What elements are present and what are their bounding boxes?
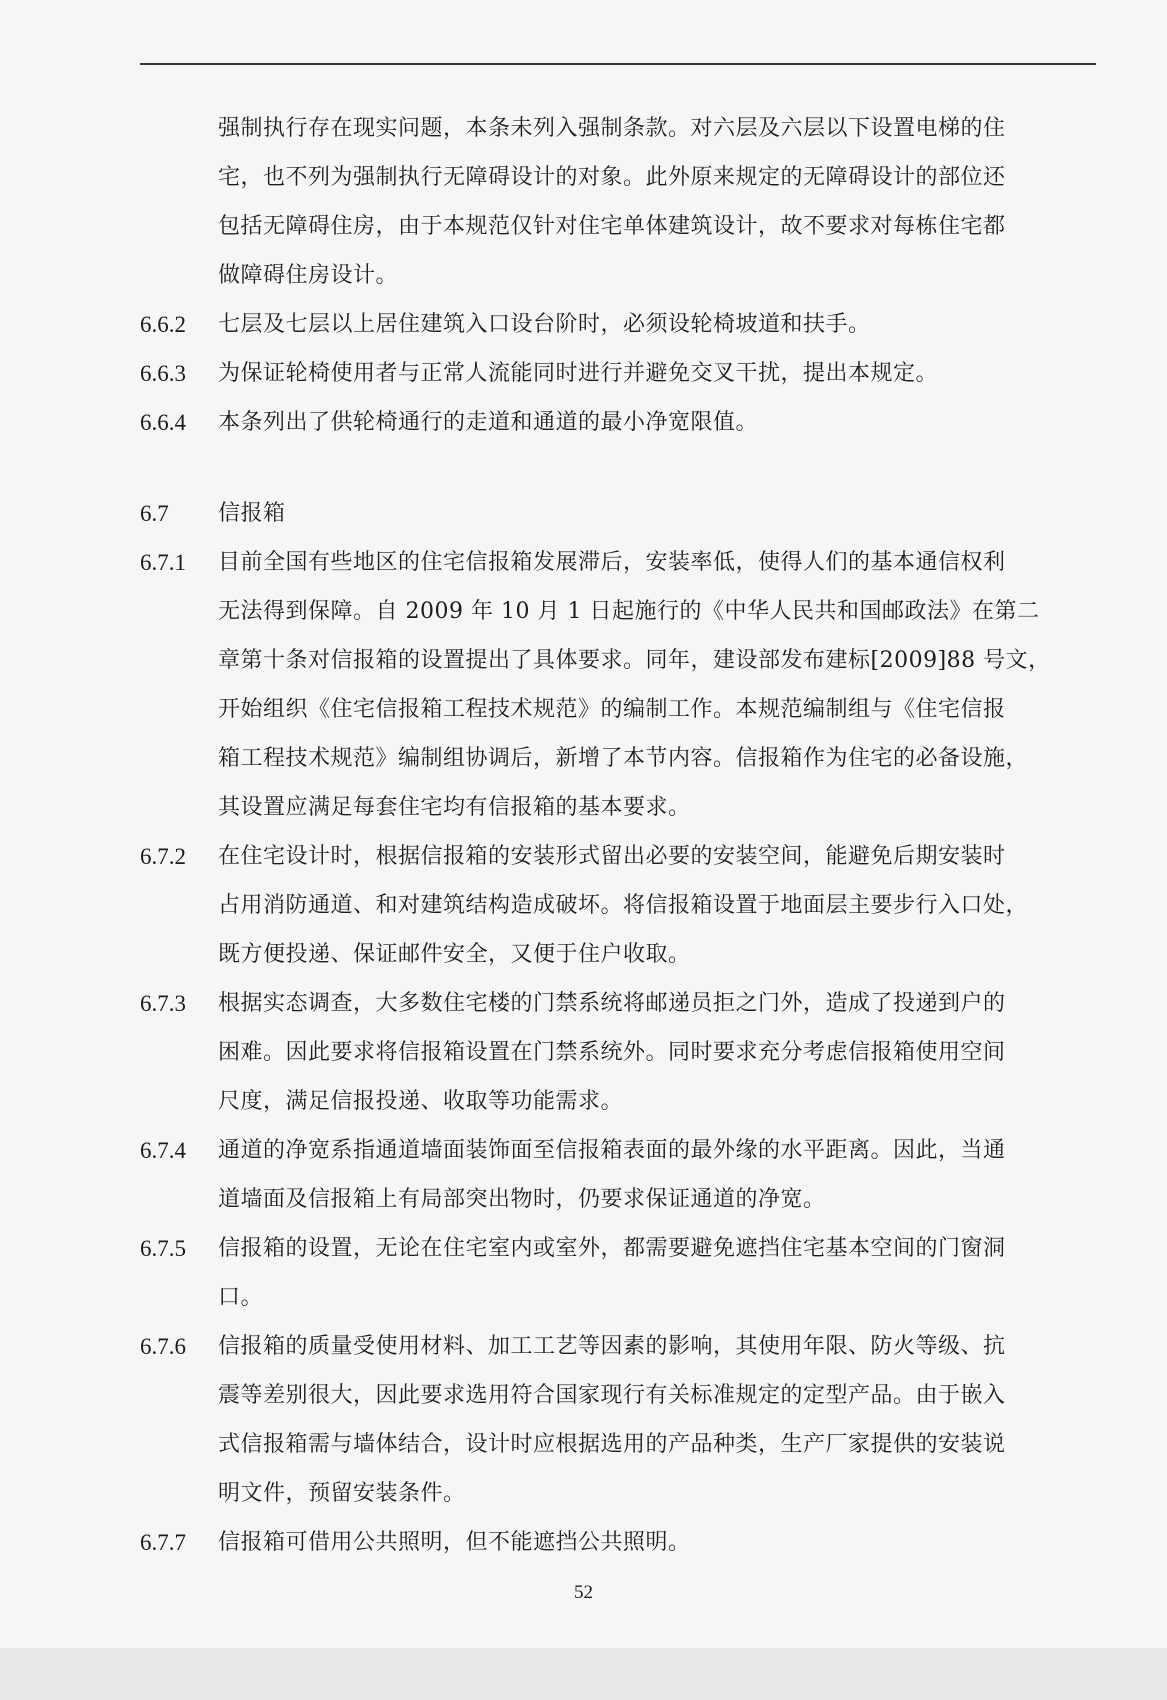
text-line: 明文件，预留安装条件。: [218, 1481, 466, 1506]
section-heading-6-7: [140, 489, 1100, 538]
text-line: 式信报箱需与墙体结合，设计时应根据选用的产品种类，生产厂家提供的安装说: [218, 1432, 1006, 1457]
text-line: 七层及七层以上居住建筑入口设台阶时，必须设轮椅坡道和扶手。: [218, 312, 871, 337]
clause-number: 6.7.5: [140, 1236, 186, 1261]
text-line: 做障碍住房设计。: [218, 263, 399, 288]
clause-6-6-3: [140, 349, 1100, 398]
text-line: 本条列出了供轮椅通行的走道和通道的最小净宽限值。: [218, 410, 759, 435]
clause-6-7-2: [140, 832, 1100, 979]
text-line: 章第十条对信报箱的设置提出了具体要求。同年，建设部发布建标[2009]88 号文，: [218, 648, 1051, 673]
text-line: 开始组织《住宅信报箱工程技术规范》的编制工作。本规范编制组与《住宅信报: [218, 697, 1006, 722]
text-line: 其设置应满足每套住宅均有信报箱的基本要求。: [218, 795, 691, 820]
text-line: 震等差别很大，因此要求选用符合国家现行有关标准规定的定型产品。由于嵌入: [218, 1383, 1006, 1408]
text-line: 道墙面及信报箱上有局部突出物时，仍要求保证通道的净宽。: [218, 1187, 826, 1212]
text-line: 为保证轮椅使用者与正常人流能同时进行并避免交叉干扰，提出本规定。: [218, 361, 939, 386]
text-line: 信报箱的质量受使用材料、加工工艺等因素的影响，其使用年限、防火等级、抗: [218, 1334, 1006, 1359]
text-line: 信报箱可借用公共照明，但不能遮挡公共照明。: [218, 1530, 691, 1555]
clause-number: 6.7.1: [140, 550, 186, 575]
text-line: 困难。因此要求将信报箱设置在门禁系统外。同时要求充分考虑信报箱使用空间: [218, 1040, 1006, 1065]
document-body: [140, 104, 1100, 1567]
clause-6-7-4: [140, 1126, 1100, 1224]
clause-6-7-7: [140, 1518, 1100, 1567]
text-line: 无法得到保障。自 2009 年 10 月 1 日起施行的《中华人民共和国邮政法》在第二: [218, 599, 1040, 624]
clause-6-7-3: [140, 979, 1100, 1126]
scan-bottom-margin: [0, 1648, 1167, 1700]
clause-number: 6.7.4: [140, 1138, 186, 1163]
clause-6-7-5: [140, 1224, 1100, 1322]
text-line: 信报箱的设置，无论在住宅室内或室外，都需要避免遮挡住宅基本空间的门窗洞: [218, 1236, 1006, 1261]
text-line: 通道的净宽系指通道墙面装饰面至信报箱表面的最外缘的水平距离。因此，当通: [218, 1138, 1006, 1163]
clause-number: 6.6.4: [140, 410, 186, 435]
text-line: 尺度，满足信报投递、收取等功能需求。: [218, 1089, 624, 1114]
section-number: 6.7: [140, 501, 169, 526]
clause-number: 6.6.3: [140, 361, 186, 386]
clause-6-6-4: [140, 398, 1100, 447]
text-line: 占用消防通道、和对建筑结构造成破坏。将信报箱设置于地面层主要步行入口处，: [218, 893, 1029, 918]
text-line: 宅，也不列为强制执行无障碍设计的对象。此外原来规定的无障碍设计的部位还: [218, 165, 1006, 190]
continued-paragraph: [140, 104, 1100, 300]
text-line: 箱工程技术规范》编制组协调后，新增了本节内容。信报箱作为住宅的必备设施，: [218, 746, 1029, 771]
clause-number: 6.7.3: [140, 991, 186, 1016]
section-title: 信报箱: [218, 501, 286, 526]
text-line: 根据实态调查，大多数住宅楼的门禁系统将邮递员拒之门外，造成了投递到户的: [218, 991, 1006, 1016]
clause-number: 6.7.6: [140, 1334, 186, 1359]
text-line: 口。: [218, 1285, 264, 1310]
clause-6-6-2: [140, 300, 1100, 349]
text-line: 既方便投递、保证邮件安全，又便于住户收取。: [218, 942, 691, 967]
text-line: 目前全国有些地区的住宅信报箱发展滞后，安装率低，使得人们的基本通信权利: [218, 550, 1006, 575]
page-number: 52: [574, 1582, 593, 1603]
text-line: 在住宅设计时，根据信报箱的安装形式留出必要的安装空间，能避免后期安装时: [218, 844, 1006, 869]
clause-6-7-1: [140, 538, 1100, 832]
header-rule: [140, 63, 1096, 65]
clause-6-7-6: [140, 1322, 1100, 1518]
text-line: 强制执行存在现实问题，本条未列入强制条款。对六层及六层以下设置电梯的住: [218, 116, 1006, 141]
clause-number: 6.6.2: [140, 312, 186, 337]
clause-number: 6.7.7: [140, 1530, 186, 1555]
clause-number: 6.7.2: [140, 844, 186, 869]
text-line: 包括无障碍住房，由于本规范仅针对住宅单体建筑设计，故不要求对每栋住宅都: [218, 214, 1006, 239]
